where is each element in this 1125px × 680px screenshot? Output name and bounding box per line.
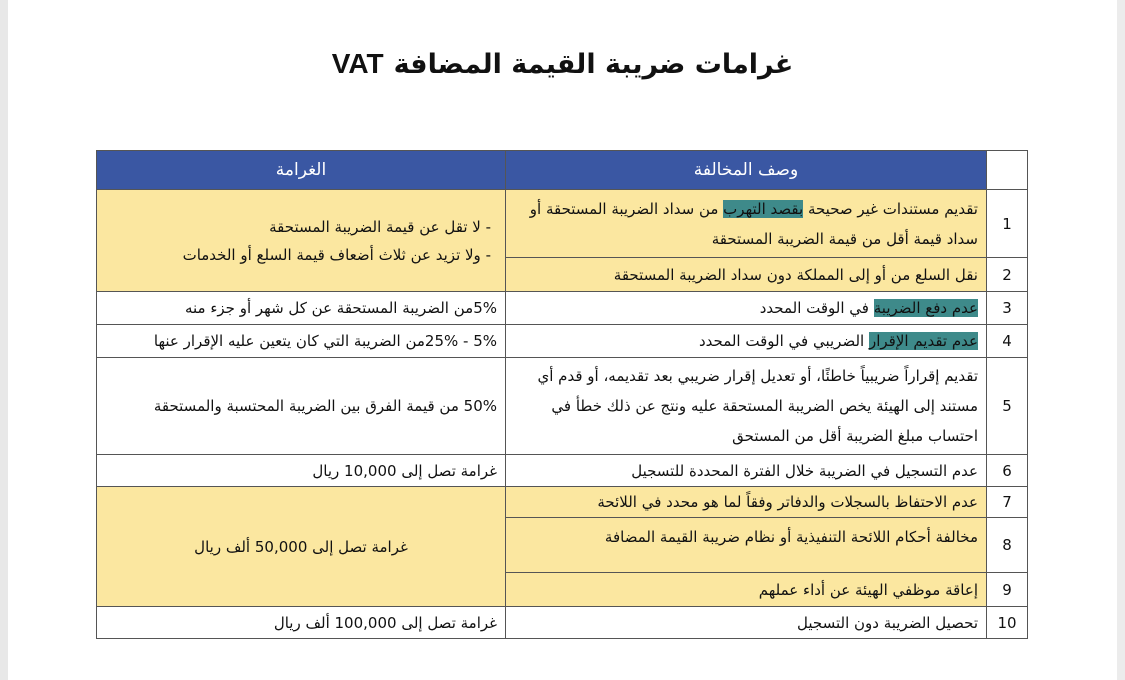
row-description: [506, 292, 987, 325]
row-description: [506, 325, 987, 358]
row-penalty: 5%من الضريبة المستحقة عن كل شهر أو جزء منه: [97, 292, 506, 325]
row-number: 7: [987, 487, 1028, 518]
table-row: [97, 325, 1028, 358]
title-arabic: غرامات ضريبة القيمة المضافة: [393, 49, 794, 80]
description-text: في الوقت المحدد: [759, 299, 874, 317]
row-number: 8: [987, 518, 1028, 573]
row-description: تقديم إقراراً ضريبياً خاطئًا، أو تعديل إقرار ضريبي بعد تقديمه، أو قدم أي مستند إلى الهيئة يخص الضريبة المستحقة عليه ونتج عن ذلك خطأ في احتساب مبلغ الضريبة أقل من المستحق: [506, 358, 987, 455]
vat-penalties-table: [96, 150, 1028, 639]
row-description: مخالفة أحكام اللائحة التنفيذية أو نظام ضريبة القيمة المضافة: [506, 518, 987, 573]
table-row: [97, 358, 1028, 455]
table-row: [97, 292, 1028, 325]
row-description: [506, 190, 987, 258]
row-number: 9: [987, 573, 1028, 607]
row-number: 2: [987, 258, 1028, 292]
title-vat: VAT: [331, 48, 384, 79]
row-description: نقل السلع من أو إلى المملكة دون سداد الضريبة المستحقة: [506, 258, 987, 292]
header-row: [97, 151, 1028, 190]
header-penalty: الغرامة: [97, 151, 506, 190]
row-penalty: 5% - 25%من الضريبة التي كان يتعين عليه الإقرار عنها: [97, 325, 506, 358]
table-row: [97, 455, 1028, 487]
penalty-line: - ولا تزيد عن ثلاث أضعاف قيمة السلع أو الخدمات: [182, 245, 491, 264]
row-description: عدم التسجيل في الضريبة خلال الفترة المحددة للتسجيل: [506, 455, 987, 487]
page-right-edge: [1117, 0, 1125, 680]
header-description: وصف المخالفة: [506, 151, 987, 190]
highlighted-text: بقصد التهرب: [723, 199, 804, 218]
row-description: إعاقة موظفي الهيئة عن أداء عملهم: [506, 573, 987, 607]
row-number: 5: [987, 358, 1028, 455]
row-description: تحصيل الضريبة دون التسجيل: [506, 607, 987, 639]
description-text: الضريبي في الوقت المحدد: [698, 332, 869, 350]
row-number: 3: [987, 292, 1028, 325]
row-number: 1: [987, 190, 1028, 258]
header-number: [987, 151, 1028, 190]
highlighted-text: عدم دفع الضريبة: [873, 299, 978, 317]
group-penalty-1-2: [97, 190, 506, 292]
row-penalty: غرامة تصل إلى 10,000 ريال: [97, 455, 506, 487]
table-row: [97, 190, 1028, 258]
table-row: [97, 607, 1028, 639]
page-left-edge: [0, 0, 8, 680]
description-text: تقديم مستندات غير صحيحة: [803, 199, 978, 218]
row-penalty: غرامة تصل إلى 100,000 ألف ريال: [97, 607, 506, 639]
row-number: 10: [987, 607, 1028, 639]
row-penalty: 50% من قيمة الفرق بين الضريبة المحتسبة والمستحقة: [97, 358, 506, 455]
row-number: 4: [987, 325, 1028, 358]
table-row: [97, 487, 1028, 518]
description-text: من سداد الضريبة المستحقة أو سداد قيمة أقل من قيمة الضريبة المستحقة: [529, 199, 978, 248]
row-description: عدم الاحتفاظ بالسجلات والدفاتر وفقاً لما هو محدد في اللائحة: [506, 487, 987, 518]
row-number: 6: [987, 455, 1028, 487]
group-penalty-7-9: غرامة تصل إلى 50,000 ألف ريال: [97, 487, 506, 607]
highlighted-text: عدم تقديم الإقرار: [868, 332, 978, 350]
page-title: [0, 48, 1125, 80]
penalty-line: - لا تقل عن قيمة الضريبة المستحقة: [269, 217, 491, 236]
